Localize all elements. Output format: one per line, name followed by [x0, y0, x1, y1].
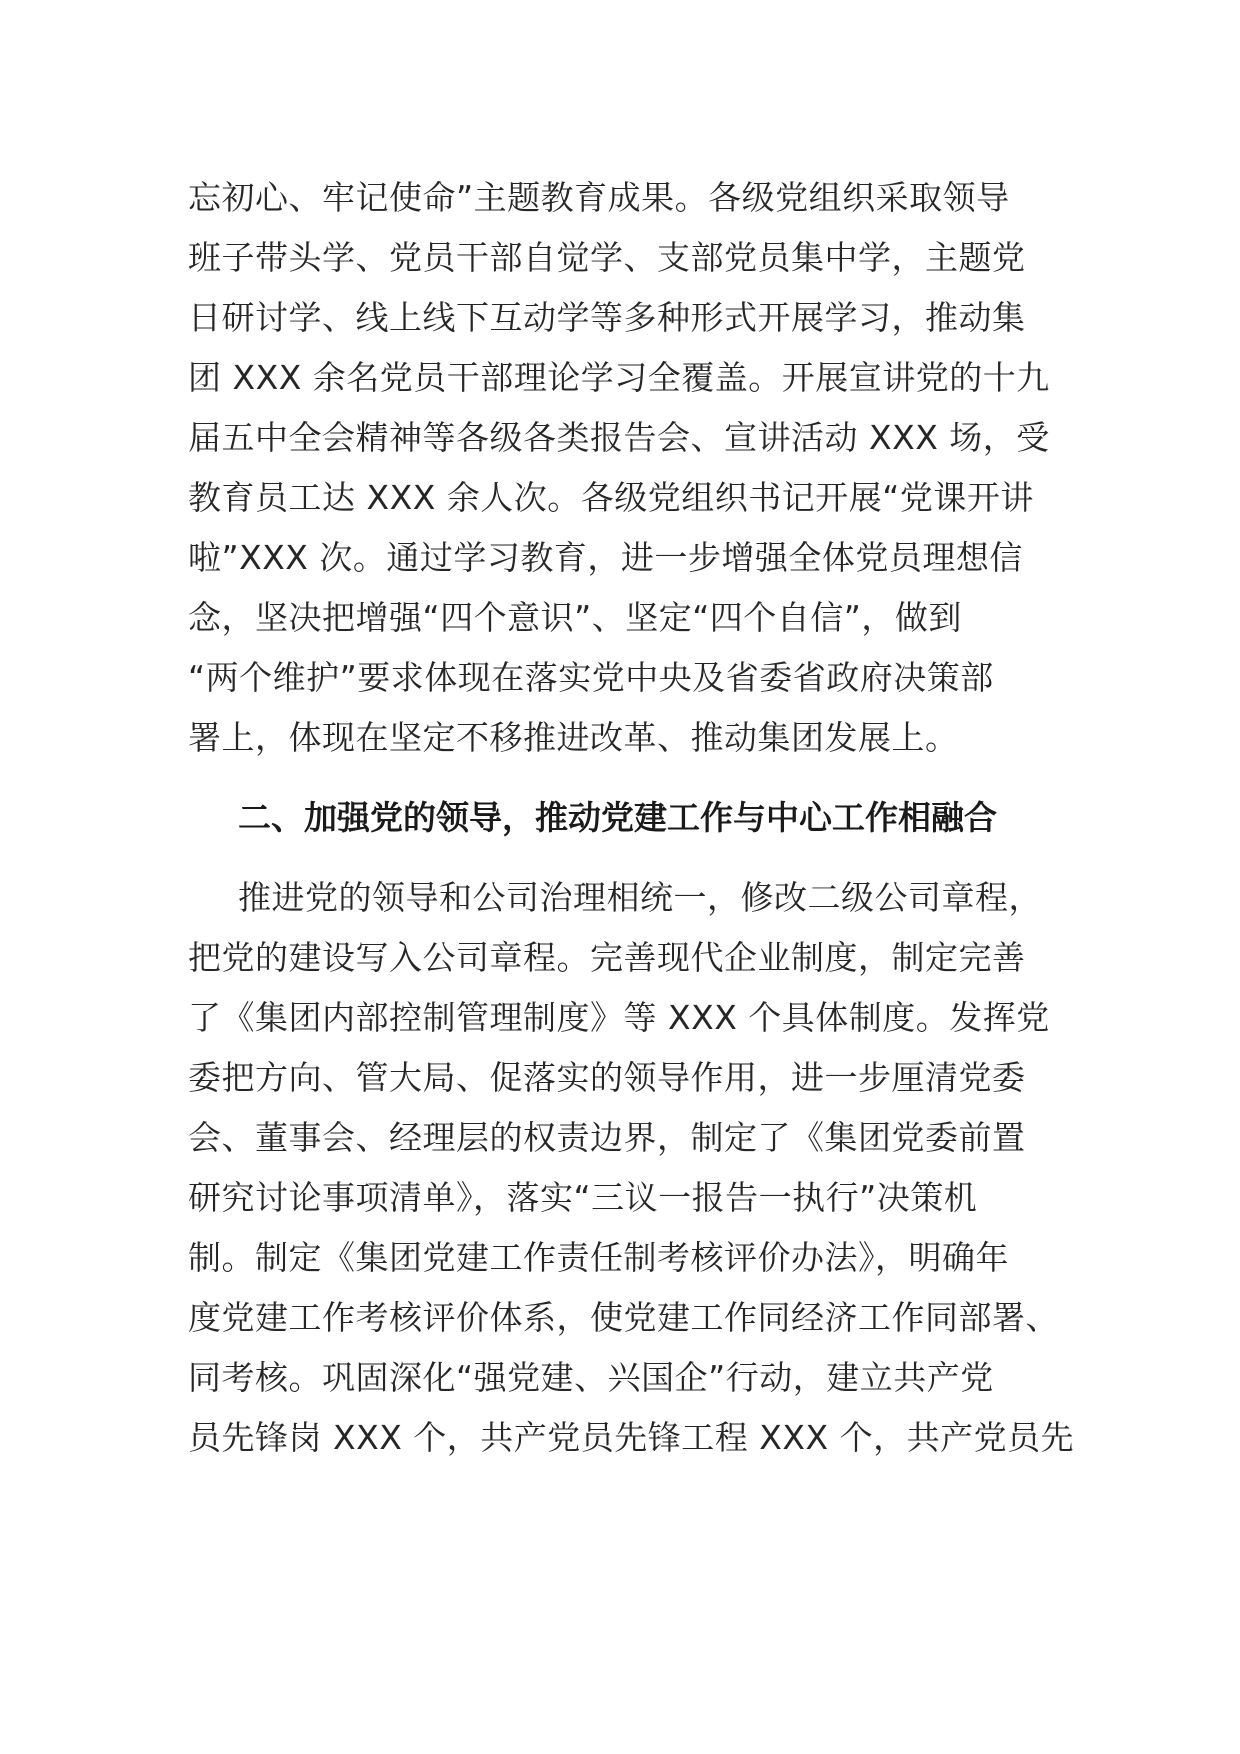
paragraph-2-line: 推进党的领导和公司治理相统一，修改二级公司章程， [238, 878, 1042, 917]
paragraph-1-line: “两个维护”要求体现在落实党中央及省委省政府决策部 [188, 658, 994, 697]
paragraph-2-line: 了《集团内部控制管理制度》等 XXX 个具体制度。发挥党 [188, 998, 1050, 1037]
paragraph-1-line: 日研讨学、线上线下互动学等多种形式开展学习，推动集 [188, 298, 1026, 337]
paragraph-2-line: 会、董事会、经理层的权责边界，制定了《集团党委前置 [188, 1118, 1026, 1157]
paragraph-2-line: 度党建工作考核评价体系，使党建工作同经济工作同部署、 [188, 1298, 1059, 1337]
paragraph-2-line: 员先锋岗 XXX 个，共产党员先锋工程 XXX 个，共产党员先 [188, 1418, 1075, 1457]
paragraph-2-line: 同考核。巩固深化“强党建、兴国企”行动，建立共产党 [188, 1358, 994, 1397]
paragraph-1-line: 届五中全会精神等各级各类报告会、宣讲活动 XXX 场，受 [188, 418, 1050, 457]
paragraph-1-line: 署上，体现在坚定不移推进改革、推动集团发展上。 [188, 718, 959, 757]
paragraph-2-line: 委把方向、管大局、促落实的领导作用，进一步厘清党委 [188, 1058, 1026, 1097]
paragraph-1-line: 教育员工达 XXX 余人次。各级党组织书记开展“党课开讲 [188, 478, 1034, 517]
paragraph-2-line: 制。制定《集团党建工作责任制考核评价办法》，明确年 [188, 1238, 1009, 1277]
paragraph-1-line: 念，坚决把增强“四个意识”、坚定“四个自信”，做到 [188, 598, 962, 637]
paragraph-1-line: 团 XXX 余名党员干部理论学习全覆盖。开展宣讲党的十九 [188, 358, 1050, 397]
paragraph-1-line: 忘初心、牢记使命”主题教育成果。各级党组织采取领导 [188, 178, 1010, 217]
paragraph-1-line: 啦”XXX 次。通过学习教育，进一步增强全体党员理想信 [188, 538, 1023, 577]
paragraph-2-line: 把党的建设写入公司章程。完善现代企业制度，制定完善 [188, 938, 1026, 977]
paragraph-2-line: 研究讨论事项清单》，落实“三议一报告一执行”决策机 [188, 1178, 978, 1217]
section-heading: 二、加强党的领导，推动党建工作与中心工作相融合 [238, 798, 997, 837]
paragraph-1-line: 班子带头学、党员干部自觉学、支部党员集中学，主题党 [188, 238, 1026, 277]
